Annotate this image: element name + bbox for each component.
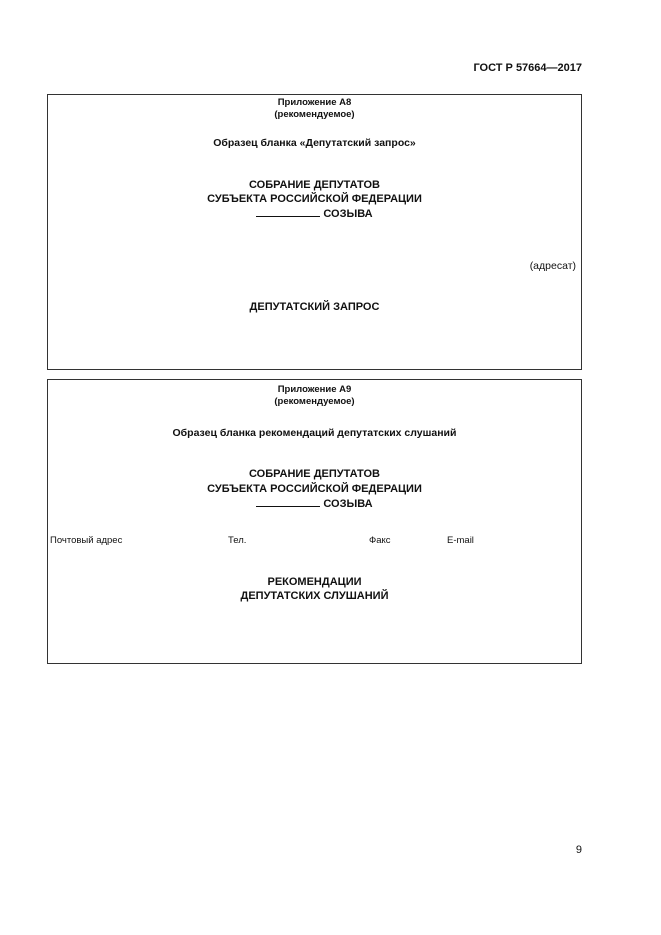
appendix-a9-org-line2: СУБЪЕКТА РОССИЙСКОЙ ФЕДЕРАЦИИ xyxy=(207,483,422,495)
appendix-a8-addressee: (адресат) xyxy=(529,260,576,272)
appendix-a9-status: (рекомендуемое) xyxy=(274,396,355,407)
appendix-a9-title: Приложение А9 xyxy=(277,384,352,395)
appendix-a9-convocation: СОЗЫВА xyxy=(323,498,373,510)
appendix-a9-convocation-line xyxy=(48,496,581,511)
appendix-a8-form-name: Образец бланка «Депутатский запрос» xyxy=(213,137,416,149)
contact-fax-label: Факс xyxy=(369,535,391,546)
appendix-a8-convocation-line xyxy=(48,206,581,221)
appendix-a8-frame xyxy=(47,94,582,370)
appendix-a8-org-line1: СОБРАНИЕ ДЕПУТАТОВ xyxy=(249,179,380,191)
appendix-a9-frame xyxy=(47,379,582,664)
appendix-a9-form-name: Образец бланка рекомендаций депутатских слушаний xyxy=(172,427,457,439)
contact-phone-label: Тел. xyxy=(228,535,247,546)
contact-email-label: E-mail xyxy=(447,535,474,546)
appendix-a8-status: (рекомендуемое) xyxy=(274,109,355,120)
appendix-a8-doc-title: ДЕПУТАТСКИЙ ЗАПРОС xyxy=(249,301,380,313)
page-number: 9 xyxy=(575,844,582,856)
appendix-a8-org-line2: СУБЪЕКТА РОССИЙСКОЙ ФЕДЕРАЦИИ xyxy=(207,193,422,205)
convocation-blank xyxy=(256,496,320,507)
appendix-a8-convocation: СОЗЫВА xyxy=(323,208,373,220)
appendix-a9-doc-title-line1: РЕКОМЕНДАЦИИ xyxy=(267,576,362,588)
appendix-a9-doc-title-line2: ДЕПУТАТСКИХ СЛУШАНИЙ xyxy=(240,590,389,602)
document-standard-number: ГОСТ Р 57664—2017 xyxy=(473,62,582,74)
appendix-a9-org-line1: СОБРАНИЕ ДЕПУТАТОВ xyxy=(249,468,380,480)
convocation-blank xyxy=(256,206,320,217)
contact-postal-label: Почтовый адрес xyxy=(50,535,123,546)
appendix-a8-title: Приложение А8 xyxy=(277,97,352,108)
